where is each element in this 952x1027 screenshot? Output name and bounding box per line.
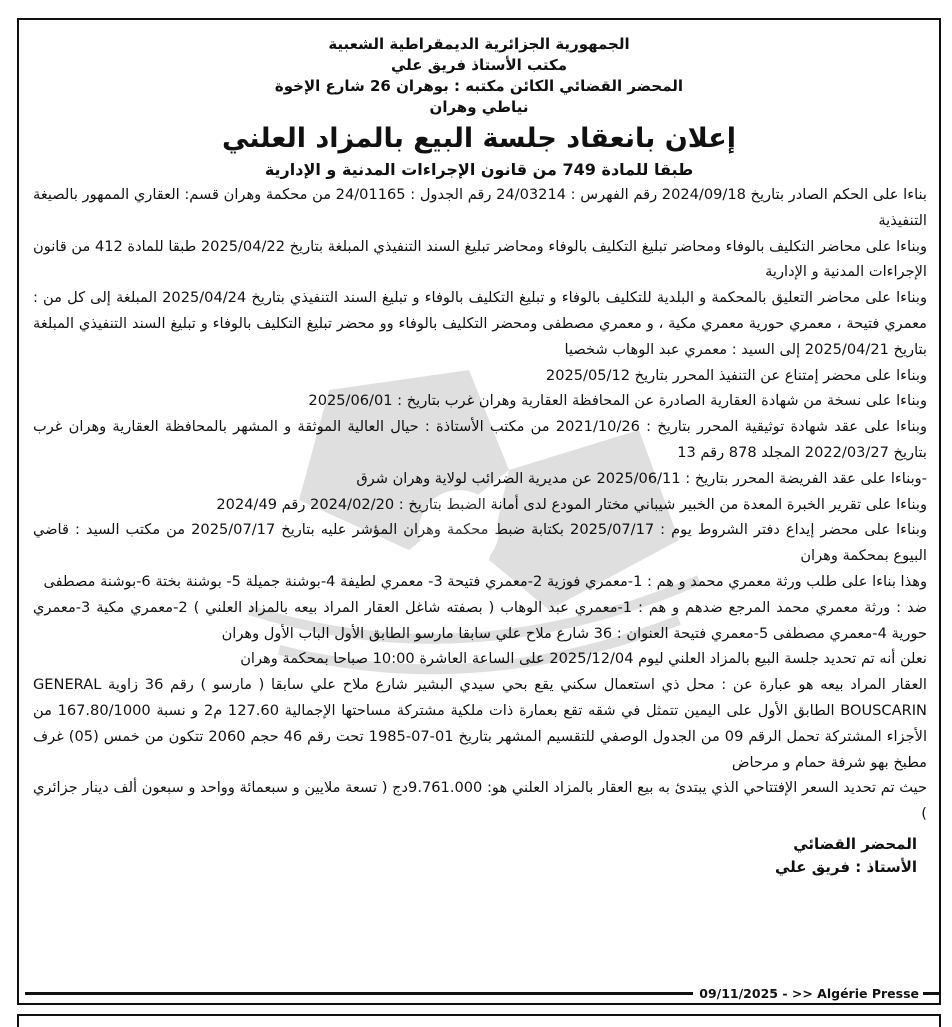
paragraph-posting-records: وبناءا على محاضر التعليق بالمحكمة و البلدية للتكليف بالوفاء و تبليغ التكليف بالوفاء و تبليغ السند التنفيذي بتاريخ 2025/04/24 المبلغة إلى كل من : معمري فتيحة ، معمري حورية معمري مكية ، و معمري مصطفى ومحضر التكليف بالوفاء وو محضر تبليغ التكليف بالوفاء و تبليغ السند التنفيذي المبلغة بتاريخ 2025/04/21 إلى السيد : معمري عبد الوهاب شخصيا [33, 289, 927, 358]
bailiff-office-address: المحضر القضائي الكائن مكتبه : بوهران 26 شارع الإخوة [274, 77, 684, 95]
paragraph-property-certificate: وبناءا على نسخة من شهادة العقارية الصادرة عن المحافظة العقارية وهران غرب بتاريخ : 2025/06/01 [308, 392, 927, 410]
footer-rule-end [923, 992, 939, 995]
signature-name: الأستاذ : فريق علي [774, 857, 917, 876]
signature-block [19, 833, 939, 879]
signature-role: المحضر القضائي [793, 834, 917, 853]
paragraph-starting-price: حيث تم تحديد السعر الإفتتاحي الذي يبتدئ به بيع العقار بالمزاد العلني هو: 9.761.000دج ( تسعة ملايين و سبعمائة وواحد و سبعون ألف دينار جزائري ) [33, 779, 927, 823]
paragraph-payment-notices: وبناءا على محاضر التكليف بالوفاء ومحاضر تبليغ التكليف بالوفاء ومحاضر تبليغ السند التنفيذي المبلغة بتاريخ 2025/04/22 طبقا للمادة 412 من قانون الإجراءات المدنية و الإدارية [32, 237, 927, 281]
paragraph-refusal-record: وبناءا على محضر إمتناع عن التنفيذ المحرر بتاريخ 2025/05/12 [545, 366, 927, 384]
paragraph-expert-report: وبناءا على تقرير الخبرة المعدة من الخبير شيباني مختار المودع لدى أمانة الضبط بتاريخ : 2024/02/20 رقم 2024/49 [216, 495, 927, 513]
paragraph-inheritance-deed: -وبناءا على عقد الفريضة المحرر بتاريخ : 2025/06/11 عن مديرية الضرائب لولاية وهران شرق [356, 469, 927, 487]
bailiff-office-street: نياطي وهران [429, 98, 529, 116]
announcement-title: إعلان بانعقاد جلسة البيع بالمزاد العلني [222, 123, 736, 154]
office-name: مكتب الأستاذ فريق علي [390, 56, 568, 74]
announcement-frame [17, 18, 941, 1005]
paragraph-defendants: ضد : ورثة معمري محمد المرجع ضدهم و هم : 1-معمري عبد الوهاب ( بصفته شاغل العقار المراد بيعه بالمزاد العلني ) 2-معمري مكية 3-معمري حورية 4-معمري مصطفى 5-معمري فتيحة العنوان : 36 شارع ملاح علي سابقا مارسو الطابق الأول الباب الأول وهران [33, 598, 927, 642]
footer-rule [25, 992, 693, 995]
paragraph-notarial-deed: وبناءا على عقد شهادة توثيقية المحرر بتاريخ : 2021/10/26 من مكتب الأستاذة : حيال العالية الموثقة و المشهر بالمحافظة العقارية وهران غرب بتاريخ 2022/03/27 المجلد 878 رقم 13 [33, 418, 928, 461]
paragraph-judgment: بناءا على الحكم الصادر بتاريخ 2024/09/18 رقم الفهرس : 24/03214 رقم الجدول : 24/01165 من محكمة وهران قسم: العقاري الممهور بالصيغة التنفيذية [33, 186, 927, 229]
announcement-subtitle: طبقا للمادة 749 من قانون الإجراءات المدنية و الإدارية [264, 160, 694, 179]
footer-bar [19, 985, 939, 1001]
footer-source-date: 09/11/2025 - >> Algérie Presse [699, 985, 919, 1001]
republic-name: الجمهورية الجزائرية الديمقراطية الشعبية [328, 35, 630, 53]
announcement-header [19, 20, 939, 182]
paragraph-conditions-deposit: وبناءا على محضر إيداع دفتر الشروط يوم : 2025/07/17 بكتابة ضبط محكمة وهران المؤشر عليه بتاريخ 2025/07/17 من مكتب السيد : قاضي البيوع بمحكمة وهران [33, 521, 927, 565]
next-announcement-edge [17, 1014, 941, 1027]
paragraph-property-description: العقار المراد بيعه هو عبارة عن : محل ذي استعمال سكني يقع بحي سيدي البشير شارع ملاح علي سابقا ( مارسو ) رقم 36 زاوية GENERAL BOUSCARIN الطابق الأول على اليمين تتمثل في شقه تقع بعمارة ذات ملكية مشتركة مساحتها الإجمالية 127.60 م2 و نسبة 167.80/1000 من الأجزاء المشتركة تحمل الرقم 09 من الجدول الوصفي للتقسيم المشهر بتاريخ 01-07-1985 تحت رقم 46 حجم 2060 تتكون من خمس (05) غرف مطبخ بهو شرفة حمام و مرحاض [33, 676, 928, 771]
paragraph-applicants: وهذا بناءا على طلب ورثة معمري محمد و هم : 1-معمري فوزية 2-معمري فتيحة 3- معمري لطيفة 4-بوشنة جميلة 5- بوشنة بختة 6-بوشنة مصطفى [43, 572, 927, 590]
paragraph-auction-date: نعلن أنه تم تحديد جلسة البيع بالمزاد العلني ليوم 2025/12/04 على الساعة العاشرة 10:00 صباحا بمحكمة وهران [240, 650, 927, 668]
announcement-body [19, 182, 939, 827]
